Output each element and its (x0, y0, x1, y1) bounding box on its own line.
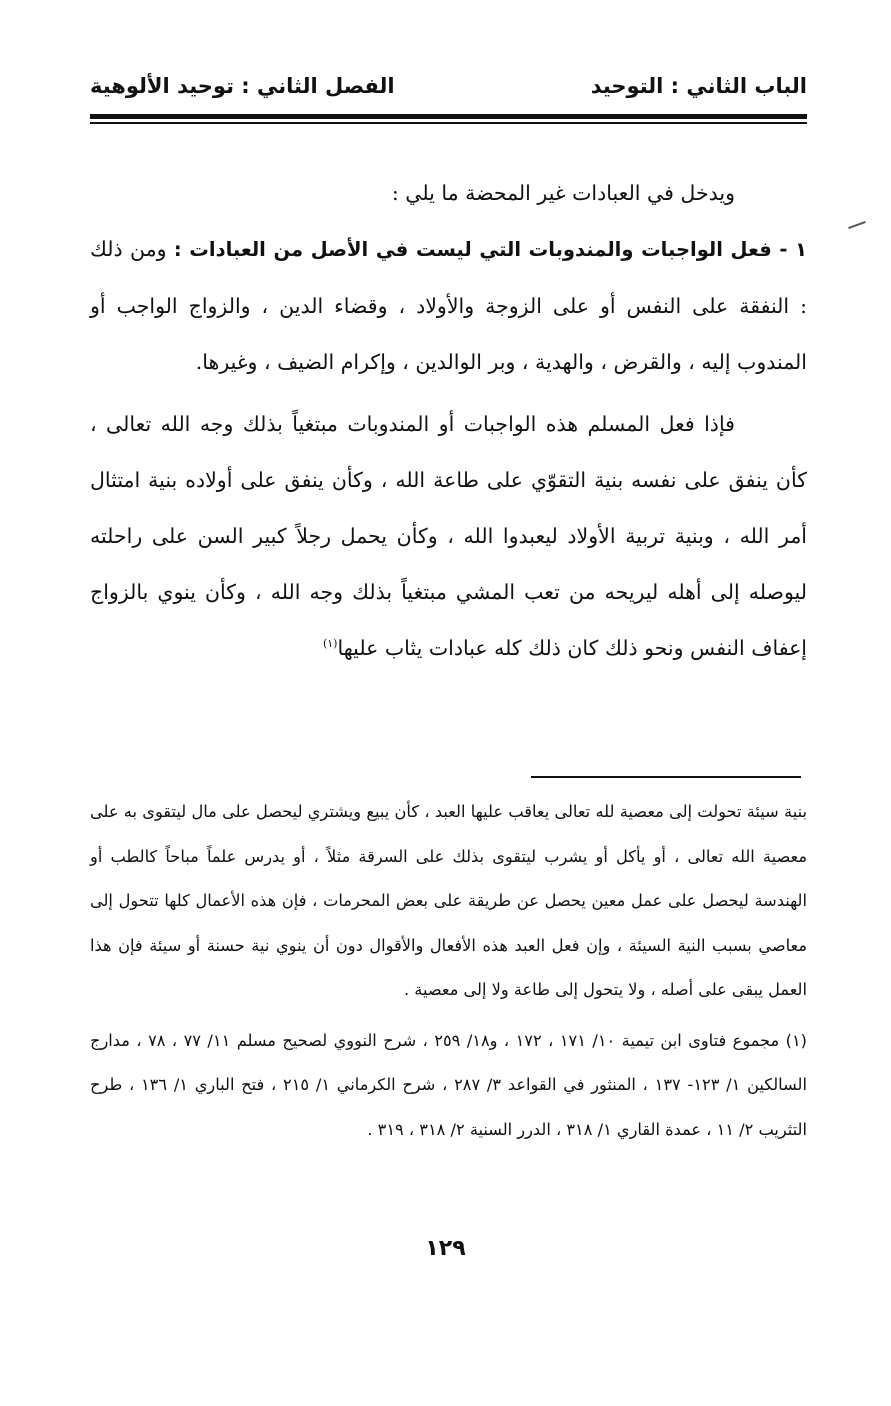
list-item-1-text: ومن ذلك : النفقة على النفس أو على الزوجة والأولاد ، وقضاء الدين ، والزواج الواجب أو المندوب إليه ، والقرض ، والهدية ، وبر الوالدين ، وإكرام الضيف ، وغيرها. (90, 237, 807, 374)
paragraph-two-text: فإذا فعل المسلم هذه الواجبات أو المندوبات مبتغياً بذلك وجه الله تعالى ، كأن ينفق على نفسه بنية التقوّي على طاعة الله ، وكأن ينفق على أولاده بنية امتثال أمر الله ، وبنية تربية الأولاد ليعبدوا الله ، وكأن يحمل رجلاً كبير السن على راحلته ليوصله إلى أهله ليريحه من تعب المشي مبتغياً بذلك وجه الله ، وكأن ينوي بالزواج إعفاف النفس ونحو ذلك كان ذلك كله عبادات يثاب عليها (90, 412, 807, 660)
running-header (90, 66, 807, 106)
main-text (90, 165, 807, 676)
section-title: الفصل الثاني : توحيد الألوهية (90, 74, 395, 98)
list-item-1 (90, 221, 807, 390)
header-rule-thick (90, 114, 807, 119)
footnote-continued: بنية سيئة تحولت إلى معصية لله تعالى يعاقب عليها العبد ، كأن يبيع ويشتري ليحصل على مال ليتقوى به على معصية الله تعالى ، أو يأكل أو يشرب ليتقوى بذلك على السرقة مثلاً ، أو يدرس علماً مباحاً كالطب أو الهندسة ليحصل على عمل معين يحصل عن طريقة على بعض المحرمات ، فإن هذه الأعمال كلها تتحول إلى معاصي بسبب النية السيئة ، وإن فعل العبد هذه الأفعال والأقوال دون أن ينوي نية حسنة أو سيئة فإن هذا العمل يبقى على أصله ، ولا يتحول إلى طاعة ولا إلى معصية . (90, 802, 807, 999)
paragraph-two (90, 396, 807, 676)
footnote-1: (١) مجموع فتاوى ابن تيمية ١٠/ ١٧١ ، ١٧٢ ، و١٨/ ٢٥٩ ، شرح النووي لصحيح مسلم ١١/ ٧٧ ، ٧٨ ، مدارج السالكين ١/ ١٢٣- ١٣٧ ، المنثور في القواعد ٣/ ٢٨٧ ، شرح الكرماني ١/ ٢١٥ ، فتح الباري ١/ ١٣٦ ، طرح التثريب ٢/ ١١ ، عمدة القاري ١/ ٣١٨ ، الدرر السنية ٢/ ٣١٨ ، ٣١٩ . (90, 1030, 807, 1139)
list-item-1-heading: ١ - فعل الواجبات والمندوبات التي ليست في الأصل من العبادات : (173, 238, 807, 261)
footnotes (90, 790, 807, 1152)
footnote-separator (531, 776, 801, 778)
page-number: ١٢٩ (425, 1236, 466, 1261)
header-rule-thin (90, 122, 807, 124)
chapter-title: الباب الثاني : التوحيد (590, 74, 807, 98)
intro-paragraph: ويدخل في العبادات غير المحضة ما يلي : (391, 181, 735, 205)
footnote-reference-1[interactable]: (١) (322, 637, 338, 651)
margin-mark (848, 221, 866, 229)
